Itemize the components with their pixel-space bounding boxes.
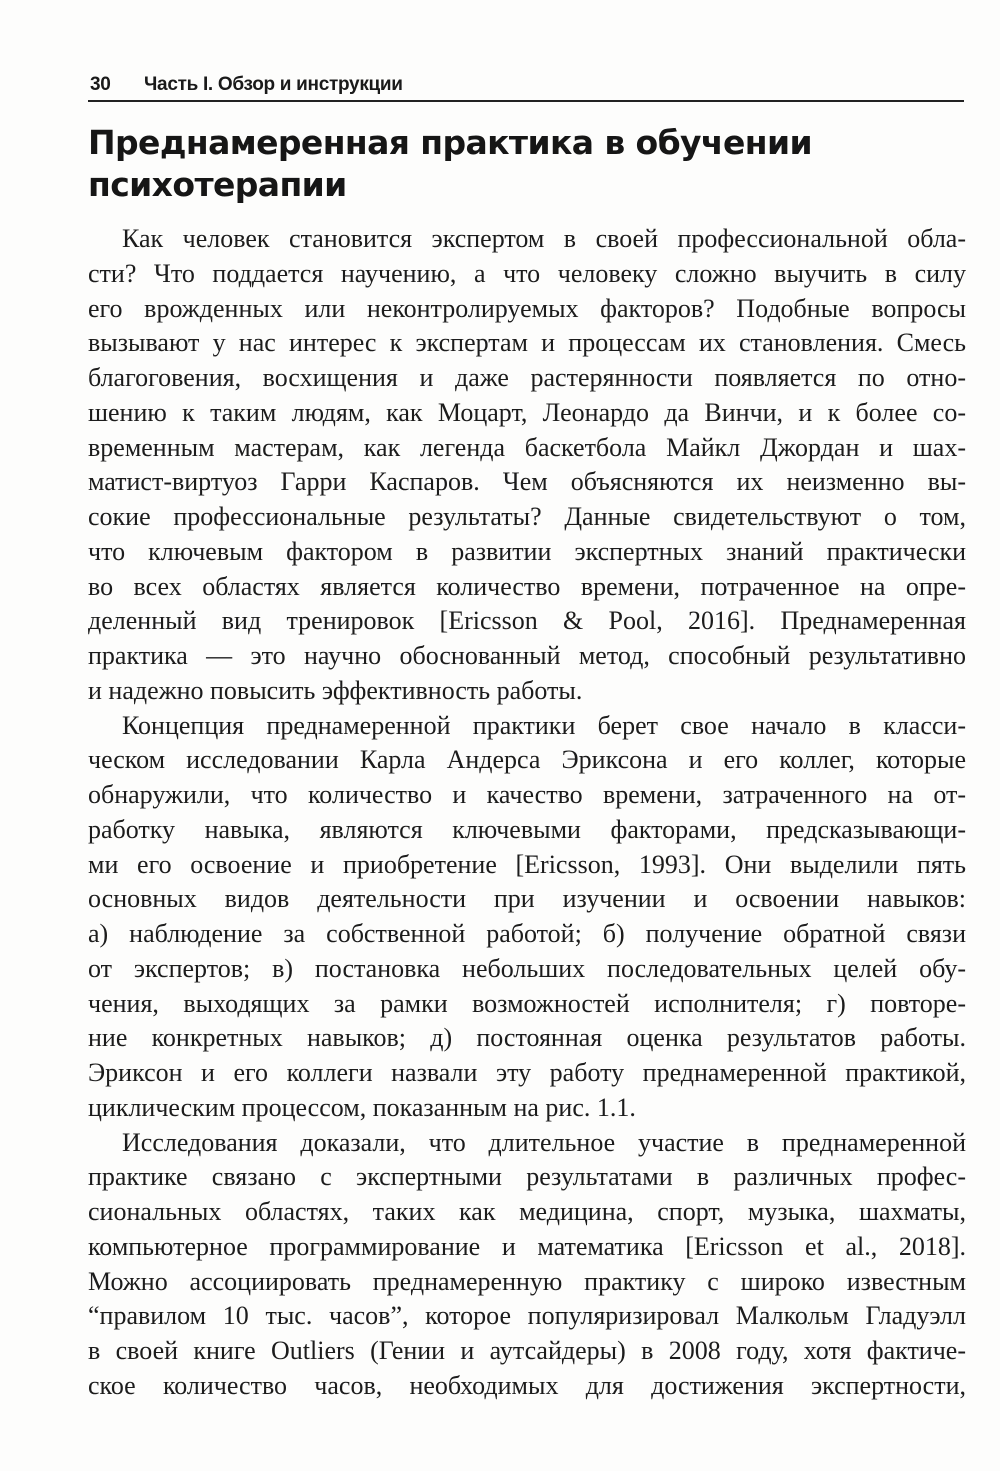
text-line: сокие профессиональные результаты? Данные свидетельствуют о том,: [88, 502, 966, 531]
text-line: “правилом 10 тыс. часов”, которое популяризировал Малкольм Гладуэлл: [88, 1301, 966, 1331]
text-line: сти? Что поддается научению, а что человеку сложно выучить в силу: [88, 258, 966, 288]
text-line: от экспертов; в) постановка небольших последовательных целей обу-: [88, 953, 966, 983]
text-line: обнаружили, что количество и качество времени, затраченного на от-: [88, 780, 966, 809]
text-line: практике связано с экспертными результатами в различных профес-: [88, 1162, 966, 1192]
text-line: Эриксон и его коллеги назвали эту работу преднамеренной практикой,: [88, 1058, 966, 1087]
text-line: благоговения, восхищения и даже растерянности появляется по отно-: [88, 363, 966, 392]
text-line: а) наблюдение за собственной работой; б) получение обратной связи: [88, 919, 966, 948]
text-line: матист-виртуоз Гарри Каспаров. Чем объясняются их неизменно вы-: [88, 467, 966, 497]
text-line: временным мастерам, как легенда баскетбола Майкл Джордан и шах-: [88, 432, 966, 462]
body-text: [88, 222, 966, 1404]
running-head: [88, 70, 964, 102]
text-line: ское количество часов, необходимых для достижения экспертности,: [88, 1370, 966, 1400]
text-line: вызывают у нас интерес к экспертам и процессам их становления. Смесь: [88, 328, 966, 358]
text-line: основных видов деятельности при изучении и освоении навыков:: [88, 884, 966, 914]
section-title-line-2: психотерапии: [88, 165, 347, 204]
text-line: ние конкретных навыков; д) постоянная оценка результатов работы.: [88, 1023, 966, 1053]
text-line: в своей книге Outliers (Гении и аутсайдеры) в 2008 году, хотя фактиче-: [88, 1336, 966, 1365]
text-line: чения, выходящих за рамки возможностей исполнителя; г) повторе-: [88, 988, 966, 1018]
text-line: Можно ассоциировать преднамеренную практику с широко известным: [88, 1266, 966, 1296]
text-line: деленный вид тренировок [Ericsson & Pool, 2016]. Преднамеренная: [88, 606, 966, 636]
section-title-line-1: Преднамеренная практика в обучении: [88, 123, 813, 162]
text-line: ми его освоение и приобретение [Ericsson, 1993]. Они выделили пять: [88, 849, 966, 879]
section-title: [88, 122, 968, 206]
text-line: компьютерное программирование и математика [Ericsson et al., 2018].: [88, 1231, 966, 1261]
page-number: 30: [90, 74, 111, 95]
text-line: практика — это научно обоснованный метод, способный результативно: [88, 641, 966, 670]
part-title: Часть I. Обзор и инструкции: [144, 74, 403, 95]
text-line: его врожденных или неконтролируемых факторов? Подобные вопросы: [88, 293, 966, 323]
text-line: циклическим процессом, показанным на рис. 1.1.: [88, 1092, 636, 1122]
text-line: Как человек становится экспертом в своей профессиональной обла-: [122, 224, 966, 253]
text-line: что ключевым фактором в развитии экспертных знаний практически: [88, 536, 966, 566]
paragraph-1: [88, 222, 966, 709]
text-line: шению к таким людям, как Моцарт, Леонардо да Винчи, и к более со-: [88, 397, 966, 427]
text-line: ческом исследовании Карла Андерса Эриксона и его коллег, которые: [88, 745, 966, 775]
paragraph-3: [88, 1126, 966, 1404]
text-line: во всех областях является количество времени, потраченное на опре-: [88, 571, 966, 601]
text-line: работку навыка, являются ключевыми факторами, предсказывающи-: [88, 814, 966, 844]
text-line: и надежно повысить эффективность работы.: [88, 675, 583, 705]
text-line: Исследования доказали, что длительное участие в преднамеренной: [122, 1127, 966, 1157]
paragraph-2: [88, 709, 966, 1126]
text-line: Концепция преднамеренной практики берет свое начало в класси-: [122, 710, 966, 740]
text-line: сиональных областях, таких как медицина, спорт, музыка, шахматы,: [88, 1197, 966, 1226]
